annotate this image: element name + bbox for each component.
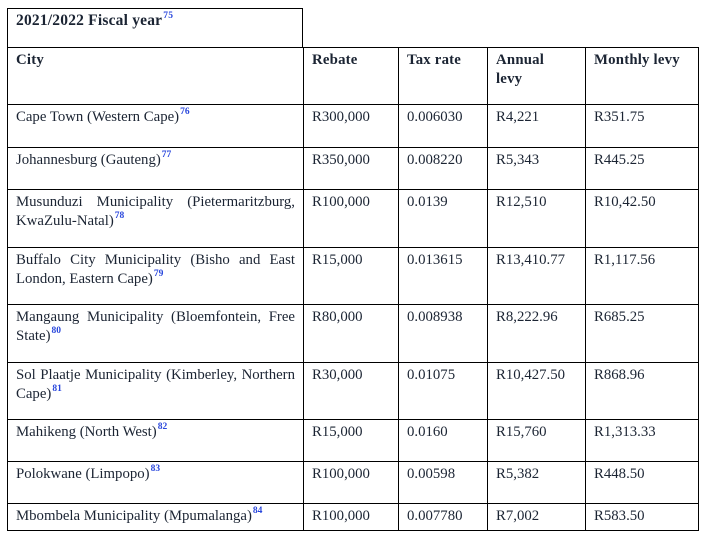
col-header-annual-levy-label: Annual levy (496, 52, 545, 87)
cell-tax-rate: 0.008220 (399, 148, 488, 190)
cell-rebate: R30,000 (304, 363, 399, 420)
table-row (8, 504, 699, 531)
table-row (8, 462, 699, 504)
cell-annual-levy: R8,222.96 (488, 305, 586, 363)
footnote-ref[interactable]: 76 (180, 107, 190, 118)
table-row (8, 190, 699, 248)
col-header-rebate: Rebate (304, 48, 399, 105)
cell-tax-rate: 0.008938 (399, 305, 488, 363)
cell-city (8, 148, 304, 190)
cell-tax-rate: 0.013615 (399, 248, 488, 305)
table-row (8, 105, 699, 148)
city-name: Cape Town (Western Cape) (16, 109, 180, 125)
cell-monthly-levy: R868.96 (586, 363, 699, 420)
col-header-monthly-levy: Monthly levy (586, 48, 699, 105)
cell-annual-levy: R12,510 (488, 190, 586, 248)
cell-monthly-levy: R583.50 (586, 504, 699, 531)
city-name: Mbombela Municipality (Mpumalanga) (16, 508, 252, 524)
cell-city (8, 190, 304, 248)
cell-city (8, 420, 304, 462)
cell-annual-levy: R5,343 (488, 148, 586, 190)
cell-annual-levy: R4,221 (488, 105, 586, 148)
cell-monthly-levy: R351.75 (586, 105, 699, 148)
cell-annual-levy: R5,382 (488, 462, 586, 504)
footnote-ref[interactable]: 81 (52, 383, 62, 394)
cell-tax-rate: 0.007780 (399, 504, 488, 531)
cell-rebate: R15,000 (304, 420, 399, 462)
cell-monthly-levy: R10,42.50 (586, 190, 699, 248)
city-name: Sol Plaatje Municipality (Kimberley, Northern Cape) (16, 367, 295, 402)
table-row (8, 148, 699, 190)
cell-rebate: R100,000 (304, 462, 399, 504)
city-name: Musunduzi Municipality (Pietermaritzburg, KwaZulu-Natal) (16, 194, 295, 229)
cell-rebate: R100,000 (304, 504, 399, 531)
cell-tax-rate: 0.0139 (399, 190, 488, 248)
cell-annual-levy: R15,760 (488, 420, 586, 462)
cell-monthly-levy: R1,117.56 (586, 248, 699, 305)
table-row (8, 248, 699, 305)
city-name: Mangaung Municipality (Bloemfontein, Free State) (16, 309, 295, 344)
cell-rebate: R100,000 (304, 190, 399, 248)
cell-rebate: R300,000 (304, 105, 399, 148)
table-row (8, 305, 699, 363)
cell-tax-rate: 0.006030 (399, 105, 488, 148)
cell-city (8, 363, 304, 420)
cell-rebate: R80,000 (304, 305, 399, 363)
city-name: Polokwane (Limpopo) (16, 466, 150, 482)
cell-monthly-levy: R445.25 (586, 148, 699, 190)
cell-annual-levy: R13,410.77 (488, 248, 586, 305)
cell-city (8, 305, 304, 363)
footnote-ref[interactable]: 84 (252, 506, 263, 517)
footnote-ref-75[interactable]: 75 (163, 10, 174, 21)
cell-tax-rate: 0.01075 (399, 363, 488, 420)
cell-rebate: R350,000 (304, 148, 399, 190)
cell-monthly-levy: R1,313.33 (586, 420, 699, 462)
cell-city (8, 248, 304, 305)
col-header-tax-rate: Tax rate (399, 48, 488, 105)
table-row (8, 363, 699, 420)
footnote-ref[interactable]: 78 (114, 210, 125, 221)
cell-city (8, 504, 304, 531)
footnote-ref[interactable]: 77 (161, 150, 172, 161)
cell-rebate: R15,000 (304, 248, 399, 305)
table-row (8, 420, 699, 462)
cell-tax-rate: 0.0160 (399, 420, 488, 462)
fiscal-year-title-cell (7, 8, 303, 48)
cell-annual-levy: R7,002 (488, 504, 586, 531)
city-name: Mahikeng (North West) (16, 424, 157, 440)
cell-city (8, 105, 304, 148)
col-header-city: City (8, 48, 304, 105)
fiscal-year-title: 2021/2022 Fiscal year (16, 12, 163, 29)
col-header-annual-levy (488, 48, 586, 105)
city-name: Johannesburg (Gauteng) (16, 152, 161, 168)
footnote-ref[interactable]: 83 (150, 464, 161, 475)
footnote-ref[interactable]: 82 (157, 422, 168, 433)
cell-city (8, 462, 304, 504)
city-name: Buffalo City Municipality (Bisho and East London, Eastern Cape) (16, 252, 295, 287)
cell-monthly-levy: R448.50 (586, 462, 699, 504)
cell-monthly-levy: R685.25 (586, 305, 699, 363)
footnote-ref[interactable]: 80 (51, 325, 62, 336)
header-row (8, 48, 699, 105)
cell-annual-levy: R10,427.50 (488, 363, 586, 420)
cell-tax-rate: 0.00598 (399, 462, 488, 504)
levy-table (7, 47, 699, 531)
footnote-ref[interactable]: 79 (153, 268, 164, 279)
